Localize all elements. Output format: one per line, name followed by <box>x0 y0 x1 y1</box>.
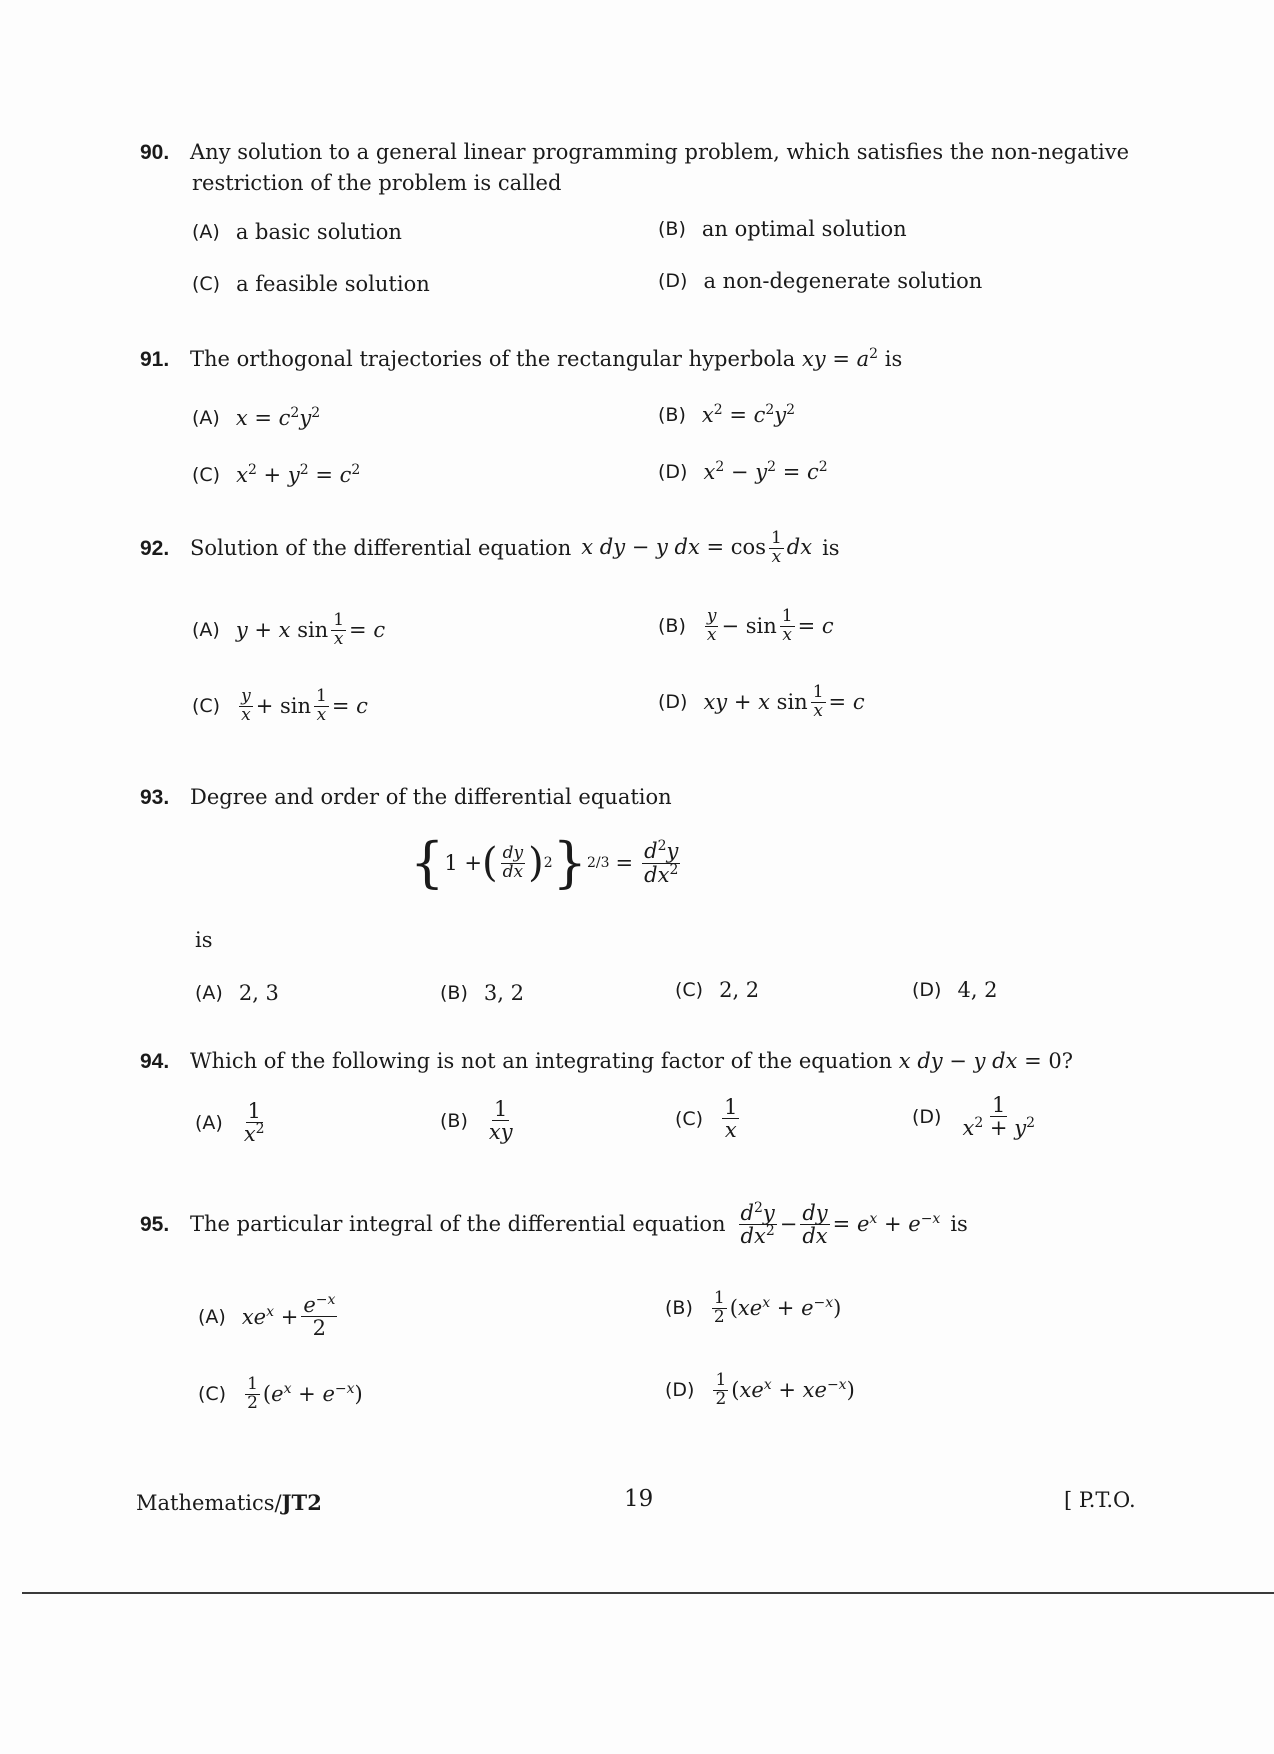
footer-subject: Mathematics/JT2 <box>136 1490 322 1515</box>
option-94-c[interactable]: (C) $\frac{1}{x}$ <box>675 1095 738 1143</box>
option-94-d[interactable]: (D) $\frac{1}{x^2 + y^2}$ <box>912 1093 1035 1141</box>
option-91-b[interactable]: (B) $x^2 = c^2y^2$ <box>658 402 796 427</box>
question-text-continued: restriction of the problem is called <box>192 171 562 195</box>
option-95-d[interactable]: (D) $\frac{1}{2}$ $(xe^x + xe^{-x})$ <box>665 1370 855 1409</box>
option-90-d[interactable]: (D) a non-degenerate solution <box>658 269 983 293</box>
pto-marker: [ P.T.O. <box>1064 1488 1136 1512</box>
question-92: 92. Solution of the differential equation x dy − y dx = cos $\frac{1}{x}$ dx is <box>140 528 840 567</box>
question-95: 95. The particular integral of the differential equation $\frac{d^2y}{dx^2}$ − $\frac{dy}{dx}$ = $e^x + e^{-x}$ is <box>140 1200 968 1249</box>
question-text: Which of the following is not an integrating factor of the equation <box>190 1049 893 1073</box>
question-text: Solution of the differential equation <box>190 535 572 560</box>
question-text: Any solution to a general linear programming problem, which satisfies the non-negative <box>190 140 1130 164</box>
question-number: 95. <box>140 1213 170 1237</box>
option-92-d[interactable]: (D) xy + x sin $\frac{1}{x}$ = c <box>658 682 865 721</box>
question-number: 91. <box>140 348 170 371</box>
option-90-b[interactable]: (B) an optimal solution <box>658 217 907 241</box>
equation-93: { 1 + ( $\frac{dy}{dx}$ ) 2 } 2/3 = $\frac{d^2y}{dx^2}$ <box>410 831 679 894</box>
bottom-rule <box>22 1592 1274 1594</box>
question-90 <box>140 137 1140 199</box>
option-91-a[interactable]: (A) $x = c^2y^2$ <box>192 405 321 430</box>
option-91-c[interactable]: (C) $x^2 + y^2 = c^2$ <box>192 462 361 487</box>
equation-94: x dy − y dx = 0? <box>898 1049 1073 1073</box>
question-94 <box>140 1046 1220 1077</box>
option-93-b[interactable]: (B) 3, 2 <box>440 981 524 1005</box>
question-93 <box>140 782 1140 813</box>
option-95-a[interactable]: (A) $xe^x$ + $\frac{e^{-x}}{2}$ <box>198 1292 336 1341</box>
option-90-a[interactable]: (A) a basic solution <box>192 220 402 244</box>
option-94-a[interactable]: (A) $\frac{1}{x^2}$ <box>195 1099 265 1147</box>
option-92-a[interactable]: (A) y + x sin $\frac{1}{x}$ = c <box>192 610 386 649</box>
page-number: 19 <box>624 1486 654 1512</box>
question-text: The orthogonal trajectories of the rectangular hyperbola <box>190 347 796 371</box>
option-95-b[interactable]: (B) $\frac{1}{2}$ $(xe^x + e^{-x})$ <box>665 1288 842 1327</box>
question-text: The particular integral of the differential equation <box>190 1212 726 1237</box>
option-92-b[interactable]: (B) $\frac{y}{x}$ − sin $\frac{1}{x}$ = c <box>658 606 834 645</box>
question-number: 92. <box>140 536 170 560</box>
option-92-c[interactable]: (C) $\frac{y}{x}$ + sin $\frac{1}{x}$ = c <box>192 686 368 725</box>
option-94-b[interactable]: (B) $\frac{1}{xy}$ <box>440 1097 513 1145</box>
option-93-c[interactable]: (C) 2, 2 <box>675 978 760 1002</box>
question-93-is: is <box>195 928 213 952</box>
option-90-c[interactable]: (C) a feasible solution <box>192 272 430 296</box>
question-text: Degree and order of the differential equation <box>190 785 672 809</box>
question-number: 90. <box>140 141 170 164</box>
question-number: 93. <box>140 786 170 809</box>
option-93-d[interactable]: (D) 4, 2 <box>912 978 998 1002</box>
question-91: 91. The orthogonal trajectories of the rectangular hyperbola xy = $a^2$ is <box>140 344 1140 375</box>
option-91-d[interactable]: (D) $x^2 - y^2 = c^2$ <box>658 459 828 484</box>
equation-92: x dy − y dx = cos $\frac{1}{x}$ dx <box>581 528 813 567</box>
question-number: 94. <box>140 1050 170 1073</box>
option-93-a[interactable]: (A) 2, 3 <box>195 981 279 1005</box>
option-95-c[interactable]: (C) $\frac{1}{2}$ $(e^x + e^{-x})$ <box>198 1374 363 1413</box>
equation-hyperbola: xy = $a^2$ <box>801 346 879 371</box>
